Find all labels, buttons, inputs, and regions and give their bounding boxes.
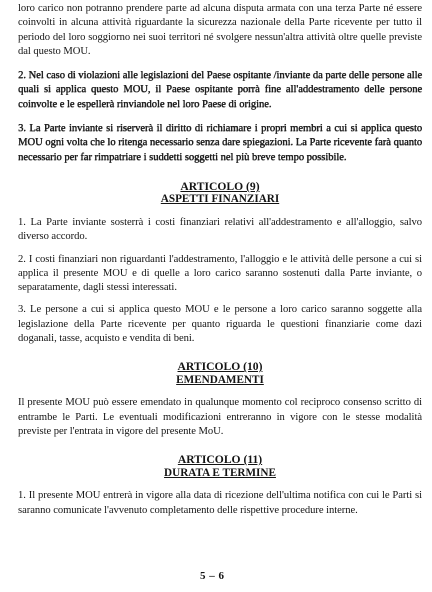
article-11-paragraph-1: 1. Il presente MOU entrerà in vigore alla data di ricezione dell'ultima notifica con cui le Parti si saranno comunicate l'avvenuto completamento delle rispettive procedure interne. <box>18 490 422 516</box>
intro-line-1: loro carico non potranno prendere parte ad alcuna disputa armata con una <box>18 3 333 14</box>
paragraph-2: 2. Nel caso di violazioni alle legislazioni del Paese ospitante /inviante da parte delle persone alle quali si applica questo MOU, il Paese ospitante porrà fine all'addestramento delle persone coinvolte e le espellerà rinviandole nel loro Paese di origine. <box>18 70 422 110</box>
article-9-title: ASPETTI FINANZIARI <box>160 193 280 206</box>
article-10-heading <box>18 360 422 387</box>
intro-line-2: terza Parte né essere coinvolti in alcuna attività riguardante la sicurezza <box>18 3 422 29</box>
article-9-paragraph-1: 1. La Parte inviante sosterrà i costi finanziari relativi all'addestramento e all'alloggio, salvo diverso accordo. <box>18 216 422 243</box>
article-9-heading <box>18 180 422 207</box>
article-10-title: EMENDAMENTI <box>176 373 264 386</box>
article-9-paragraph-2: 2. I costi finanziari non riguardanti l'addestramento, l'alloggio e le attività delle persone a cui si applica il presente MOU e di quelle a loro carico saranno sostenuti dalla Parte inviante, o separatamente, dagli stessi interessati. <box>18 253 422 294</box>
article-10-number: ARTICOLO (10) <box>177 360 263 374</box>
article-11-title: DURATA E TERMINE <box>164 466 276 479</box>
paragraph-3: 3. La Parte inviante si riserverà il diritto di richiamare i propri membri a cui si applica questo MOU ogni volta che lo ritenga necessario senza dare spiegazioni. La Parte ricevente farà quanto necessario per far rimpatriare i suddetti soggetti nel più breve tempo possibile. <box>18 123 422 163</box>
page-number: 5 – 6 <box>200 570 225 582</box>
intro-paragraph <box>18 2 422 59</box>
article-10-paragraph-1: Il presente MOU può essere emendato in qualunque momento col reciproco consenso scritto di entrambe le Parti. Le eventuali modificazioni entreranno in vigore con le stesse modalità previste per l'entrata in vigore del presente MoU. <box>18 397 422 437</box>
intro-line-3: nazionale della Parte ricevente per tutto il periodo del loro soggiorno nei suoi <box>18 17 422 43</box>
intro-line-4: territori né svolgere nessun'altra attività oltre quelle previste dal questo <box>18 31 422 57</box>
article-9-paragraph-3: 3. Le persone a cui si applica questo MOU e le persone a loro carico saranno soggette alla legislazione della Parte ricevente per quanto riguarda le questioni finanziarie come dazi doganali, tasse, acquisto e vendita di beni. <box>18 304 422 345</box>
article-11-number: ARTICOLO (11) <box>177 453 263 467</box>
article-11-heading <box>18 453 422 480</box>
article-9-number: ARTICOLO (9) <box>180 179 260 193</box>
intro-line-5: MOU. <box>63 45 91 57</box>
